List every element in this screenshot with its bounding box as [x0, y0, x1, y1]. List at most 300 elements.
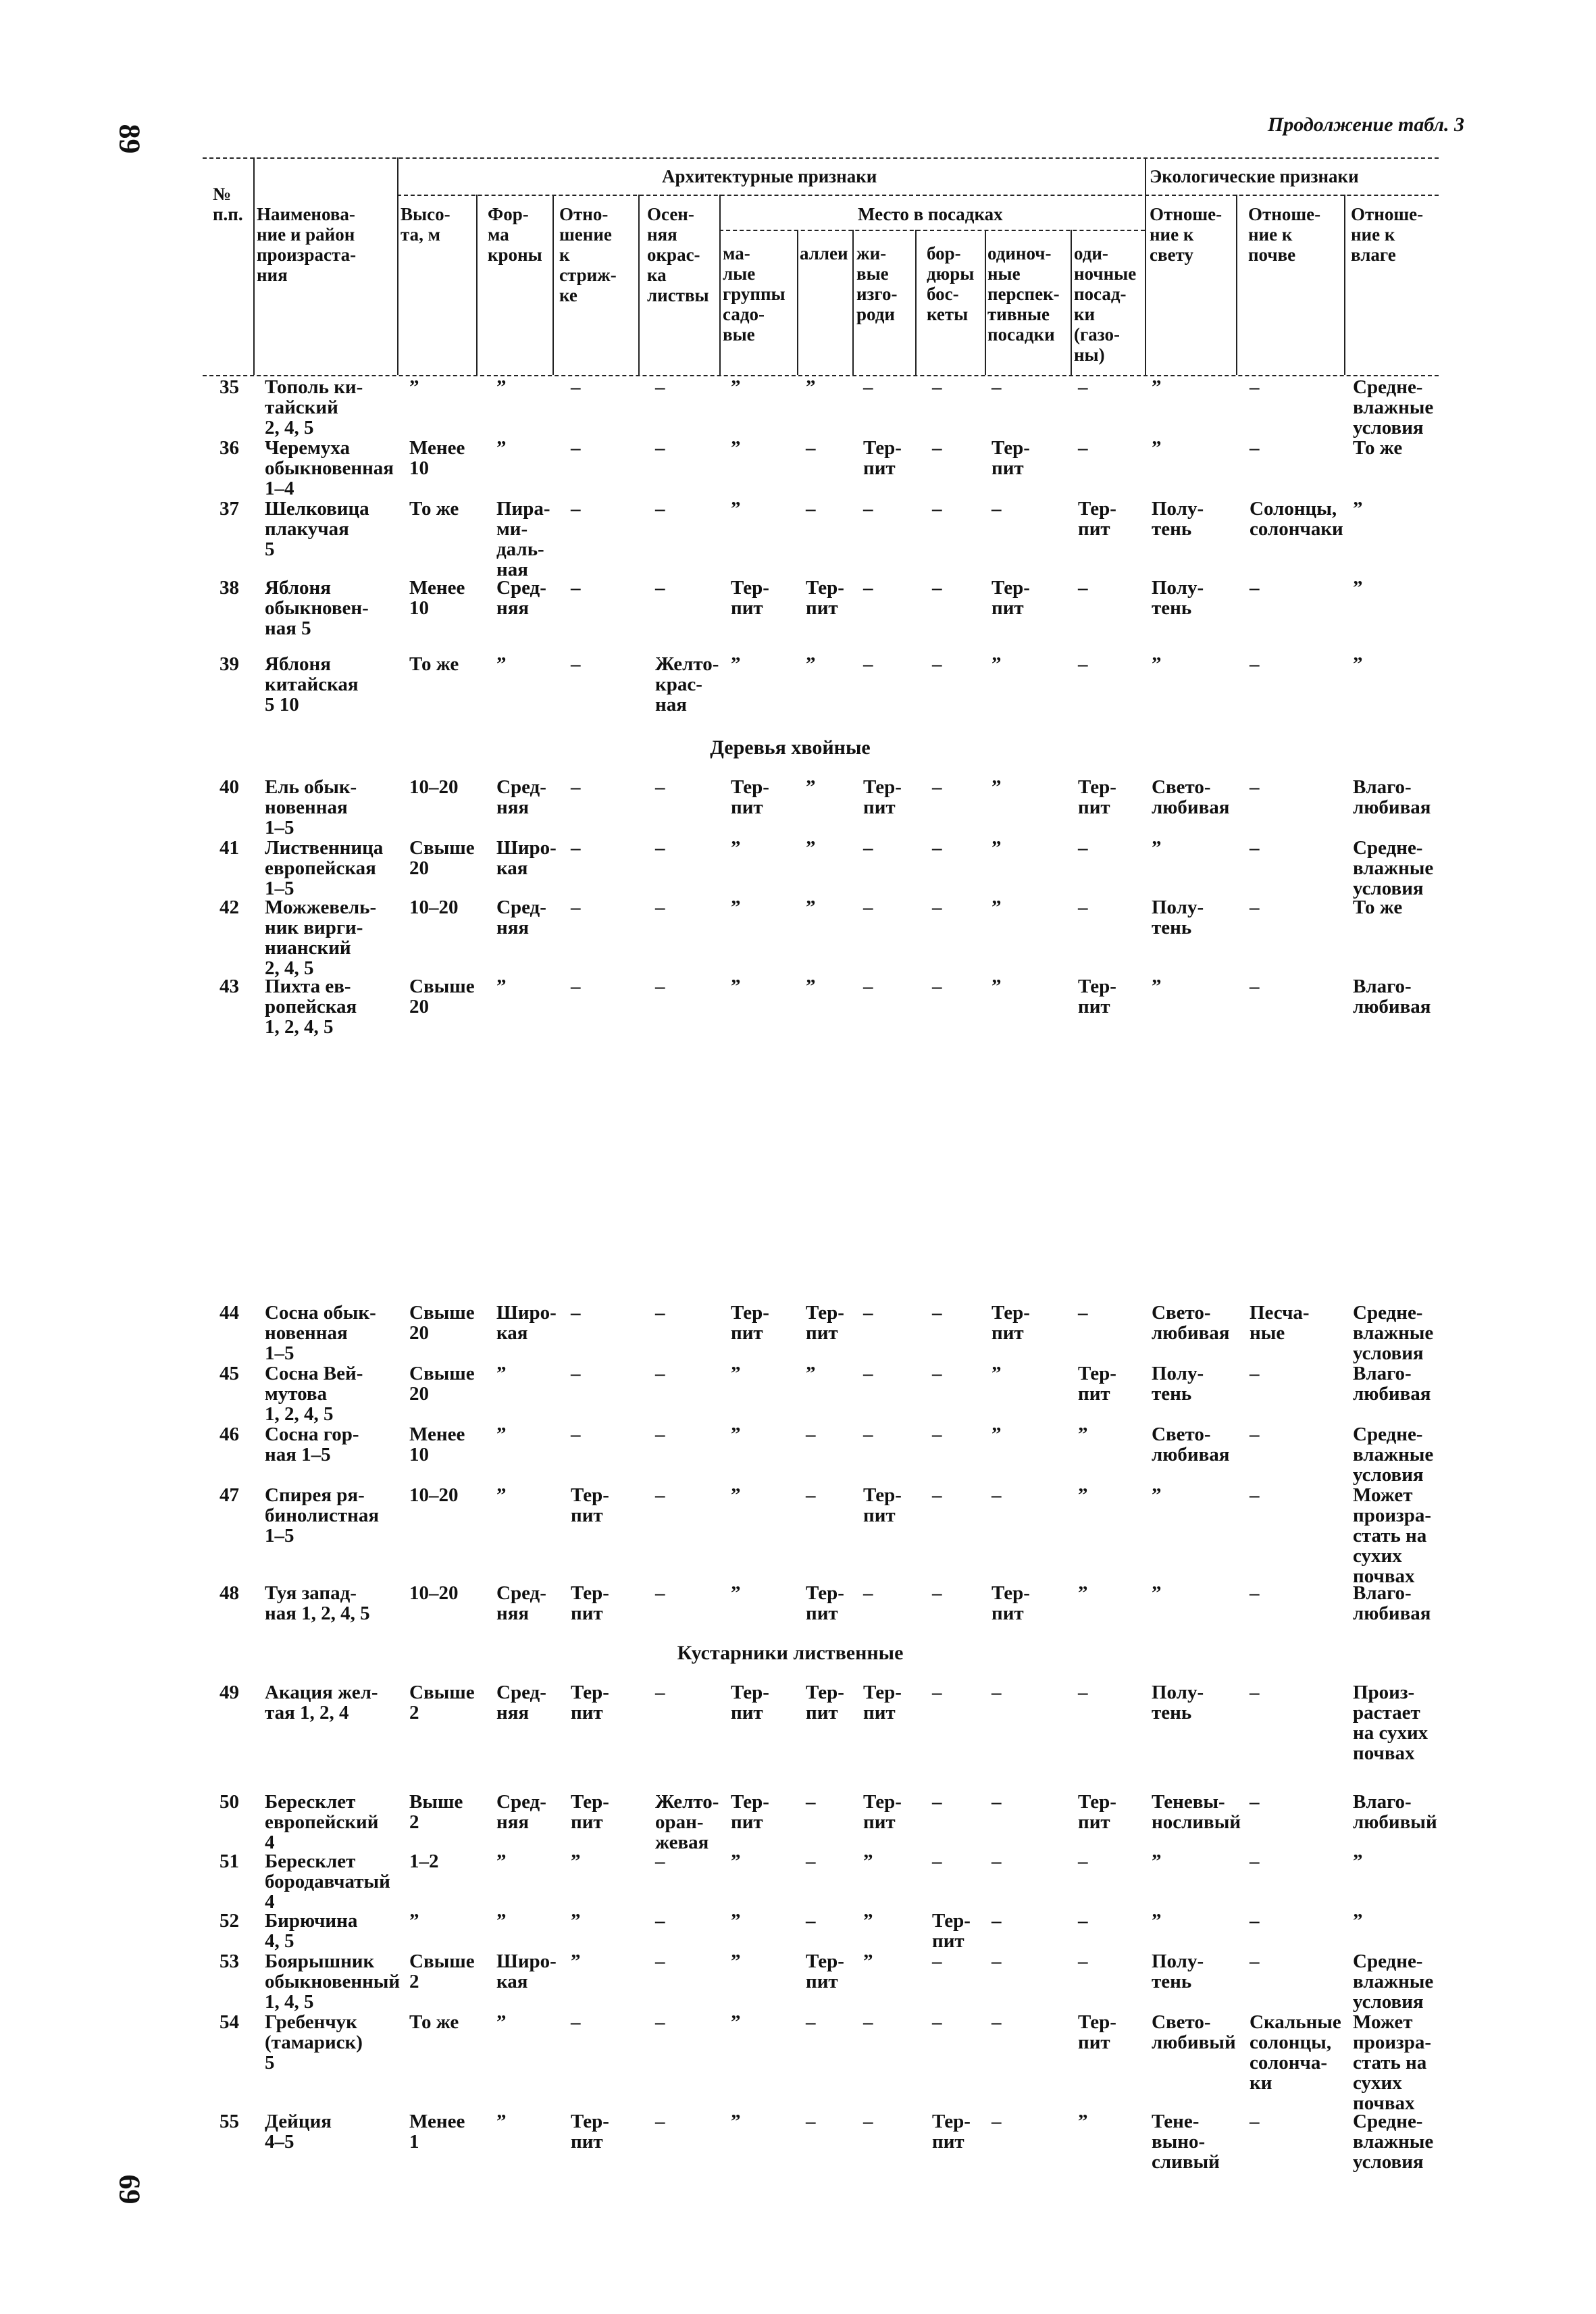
cell-autumn: –: [655, 577, 665, 599]
cell-borders: –: [932, 1302, 942, 1324]
col-rule: [1344, 195, 1345, 375]
cell-small-groups: ”: [731, 376, 741, 398]
cell-moisture: ”: [1353, 498, 1363, 520]
cell-single: –: [1078, 1302, 1088, 1324]
cell-soil: Песча- ные: [1250, 1302, 1310, 1344]
cell-small-groups: ”: [731, 1484, 741, 1506]
cell-moisture: Средне- влажные условия: [1353, 1424, 1434, 1486]
cell-light: ”: [1152, 976, 1162, 997]
cell-soil: –: [1250, 437, 1260, 459]
cell-perspective: –: [992, 498, 1002, 520]
cell-small-groups: ”: [731, 1582, 741, 1604]
cell-soil: –: [1250, 837, 1260, 859]
cell-num: 45: [220, 1363, 239, 1384]
cell-alleys: Тер- пит: [806, 1582, 844, 1624]
header-height: Высо- та, м: [401, 204, 451, 245]
cell-single: Тер- пит: [1078, 2011, 1116, 2053]
cell-light: Полу- тень: [1152, 1951, 1204, 1992]
cell-single: Тер- пит: [1078, 1363, 1116, 1405]
cell-trim: –: [571, 437, 581, 459]
cell-light: Свето- любивая: [1152, 776, 1230, 818]
cell-autumn: –: [655, 498, 665, 520]
cell-alleys: ”: [806, 776, 816, 798]
header-perspective: одиноч- ные перспек- тивные посадки: [987, 243, 1060, 345]
cell-soil: –: [1250, 376, 1260, 398]
cell-small-groups: ”: [731, 498, 741, 520]
cell-borders: –: [932, 1424, 942, 1445]
cell-light: ”: [1152, 653, 1162, 675]
cell-borders: –: [932, 1363, 942, 1384]
cell-single: –: [1078, 1851, 1088, 1872]
cell-small-groups: ”: [731, 1951, 741, 1972]
cell-num: 37: [220, 498, 239, 520]
cell-moisture: ”: [1353, 1851, 1363, 1872]
cell-borders: –: [932, 837, 942, 859]
cell-trim: ”: [571, 1851, 581, 1872]
cell-single: Тер- пит: [1078, 498, 1116, 540]
header-single: оди- ночные посад- ки (газо- ны): [1074, 243, 1137, 365]
cell-moisture: Влаго- любивая: [1353, 1582, 1431, 1624]
header-moisture: Отноше- ние к влаге: [1351, 204, 1424, 265]
cell-moisture: То же: [1353, 437, 1403, 459]
header-autumn: Осен- няя окрас- ка листвы: [647, 204, 709, 305]
cell-name: Тополь ки- тайский 2, 4, 5: [265, 376, 363, 438]
cell-moisture: Влаго- любивая: [1353, 776, 1431, 818]
header-top-rule: [203, 157, 1439, 159]
cell-soil: –: [1250, 1424, 1260, 1445]
cell-trim: ”: [571, 1910, 581, 1932]
cell-light: Полу- тень: [1152, 1363, 1204, 1405]
cell-num: 47: [220, 1484, 239, 1506]
cell-light: ”: [1152, 1582, 1162, 1604]
cell-alleys: ”: [806, 376, 816, 398]
cell-small-groups: ”: [731, 1851, 741, 1872]
cell-borders: –: [932, 1851, 942, 1872]
cell-name: Спирея ря- бинолистная 1–5: [265, 1484, 380, 1546]
cell-height: То же: [409, 2011, 459, 2033]
cell-light: ”: [1152, 437, 1162, 459]
cell-borders: –: [932, 1582, 942, 1604]
cell-perspective: –: [992, 2111, 1002, 2132]
cell-height: ”: [409, 376, 419, 398]
cell-alleys: –: [806, 1910, 816, 1932]
cell-trim: –: [571, 577, 581, 599]
cell-perspective: ”: [992, 897, 1002, 918]
cell-light: ”: [1152, 837, 1162, 859]
cell-height: Менее 10: [409, 437, 465, 479]
col-rule: [253, 157, 255, 375]
cell-light: Свето- любивый: [1152, 2011, 1236, 2053]
header-soil: Отноше- ние к почве: [1248, 204, 1321, 265]
cell-num: 39: [220, 653, 239, 675]
cell-crown: Широ- кая: [496, 1951, 557, 1992]
cell-moisture: Средне- влажные условия: [1353, 1951, 1434, 2013]
cell-small-groups: ”: [731, 1363, 741, 1384]
cell-autumn: –: [655, 1484, 665, 1506]
col-rule: [476, 195, 478, 375]
cell-hedges: –: [863, 837, 873, 859]
header-place: Место в посадках: [858, 204, 1003, 224]
cell-small-groups: Тер- пит: [731, 1791, 769, 1833]
cell-borders: –: [932, 1682, 942, 1703]
cell-perspective: –: [992, 1951, 1002, 1972]
cell-soil: –: [1250, 2111, 1260, 2132]
cell-num: 50: [220, 1791, 239, 1813]
cell-trim: –: [571, 837, 581, 859]
cell-alleys: ”: [806, 837, 816, 859]
cell-crown: Сред- няя: [496, 776, 546, 818]
continuation-caption: Продолжение табл. 3: [1267, 114, 1464, 136]
col-rule: [397, 157, 398, 375]
cell-height: Свыше 20: [409, 837, 475, 879]
cell-borders: –: [932, 1951, 942, 1972]
cell-small-groups: ”: [731, 2111, 741, 2132]
cell-autumn: Желто- крас- ная: [655, 653, 719, 715]
cell-autumn: –: [655, 437, 665, 459]
cell-num: 48: [220, 1582, 239, 1604]
cell-height: То же: [409, 653, 459, 675]
cell-small-groups: ”: [731, 1424, 741, 1445]
cell-crown: Сред- няя: [496, 577, 546, 619]
cell-small-groups: ”: [731, 653, 741, 675]
cell-alleys: –: [806, 1791, 816, 1813]
cell-height: Менее 1: [409, 2111, 465, 2153]
cell-small-groups: ”: [731, 2011, 741, 2033]
cell-autumn: –: [655, 776, 665, 798]
cell-name: Сосна обык- новенная 1–5: [265, 1302, 376, 1364]
cell-moisture: Влаго- любивый: [1353, 1791, 1437, 1833]
cell-alleys: –: [806, 437, 816, 459]
cell-single: ”: [1078, 2111, 1088, 2132]
cell-autumn: –: [655, 1302, 665, 1324]
cell-perspective: –: [992, 1682, 1002, 1703]
cell-height: Свыше 20: [409, 976, 475, 1017]
cell-num: 52: [220, 1910, 239, 1932]
cell-perspective: Тер- пит: [992, 437, 1030, 479]
cell-trim: –: [571, 1302, 581, 1324]
cell-single: –: [1078, 1910, 1088, 1932]
cell-perspective: ”: [992, 653, 1002, 675]
cell-name: Бересклет бородавчатый 4: [265, 1851, 390, 1913]
cell-perspective: Тер- пит: [992, 1582, 1030, 1624]
cell-name: Дейция 4–5: [265, 2111, 332, 2153]
cell-trim: –: [571, 776, 581, 798]
col-rule: [1145, 157, 1146, 375]
section-conifers: Деревья хвойные: [710, 736, 871, 759]
cell-alleys: –: [806, 1484, 816, 1506]
cell-light: Полу- тень: [1152, 897, 1204, 938]
header-crown: Фор- ма кроны: [488, 204, 542, 265]
col-rule: [915, 230, 917, 375]
cell-small-groups: Тер- пит: [731, 776, 769, 818]
cell-hedges: –: [863, 897, 873, 918]
cell-crown: Широ- кая: [496, 837, 557, 879]
cell-light: Тене- выно- сливый: [1152, 2111, 1220, 2173]
cell-moisture: Средне- влажные условия: [1353, 376, 1434, 438]
cell-soil: Солонцы, солончаки: [1250, 498, 1343, 540]
cell-borders: –: [932, 1791, 942, 1813]
cell-name: Бирючина 4, 5: [265, 1910, 358, 1952]
cell-autumn: –: [655, 837, 665, 859]
cell-crown: Пира- ми- даль- ная: [496, 498, 550, 580]
cell-soil: –: [1250, 1951, 1260, 1972]
cell-perspective: –: [992, 1851, 1002, 1872]
header-name: Наименова- ние и район произраста- ния: [257, 204, 357, 285]
cell-num: 35: [220, 376, 239, 398]
cell-perspective: ”: [992, 837, 1002, 859]
cell-borders: Тер- пит: [932, 1910, 971, 1952]
page-number-bottom: 69: [113, 2174, 147, 2205]
cell-soil: –: [1250, 1791, 1260, 1813]
cell-hedges: –: [863, 976, 873, 997]
cell-soil: –: [1250, 976, 1260, 997]
cell-perspective: –: [992, 1484, 1002, 1506]
cell-small-groups: ”: [731, 437, 741, 459]
cell-num: 43: [220, 976, 239, 997]
cell-single: –: [1078, 376, 1088, 398]
cell-perspective: ”: [992, 976, 1002, 997]
cell-hedges: –: [863, 1302, 873, 1324]
cell-crown: Широ- кая: [496, 1302, 557, 1344]
cell-num: 42: [220, 897, 239, 918]
cell-trim: –: [571, 1363, 581, 1384]
cell-soil: –: [1250, 1363, 1260, 1384]
cell-single: –: [1078, 1682, 1088, 1703]
cell-num: 49: [220, 1682, 239, 1703]
cell-num: 36: [220, 437, 239, 459]
col-rule: [985, 230, 986, 375]
cell-alleys: –: [806, 2111, 816, 2132]
cell-single: –: [1078, 653, 1088, 675]
cell-crown: ”: [496, 1910, 507, 1932]
cell-height: Свыше 20: [409, 1363, 475, 1405]
cell-hedges: Тер- пит: [863, 776, 902, 818]
cell-height: 1–2: [409, 1851, 439, 1872]
cell-single: –: [1078, 577, 1088, 599]
place-rule: [719, 230, 1145, 231]
cell-crown: ”: [496, 1484, 507, 1506]
cell-trim: –: [571, 976, 581, 997]
header-eco: Экологические признаки: [1150, 166, 1359, 186]
cell-num: 55: [220, 2111, 239, 2132]
cell-moisture: Может произра- стать на сухих почвах: [1353, 2011, 1431, 2114]
cell-height: Свыше 20: [409, 1302, 475, 1344]
cell-borders: –: [932, 1484, 942, 1506]
cell-hedges: –: [863, 577, 873, 599]
cell-perspective: ”: [992, 776, 1002, 798]
cell-hedges: ”: [863, 1910, 873, 1932]
cell-borders: –: [932, 437, 942, 459]
cell-trim: Тер- пит: [571, 1791, 609, 1833]
col-rule: [852, 230, 854, 375]
cell-alleys: –: [806, 1424, 816, 1445]
cell-small-groups: ”: [731, 1910, 741, 1932]
cell-autumn: –: [655, 1424, 665, 1445]
cell-name: Акация жел- тая 1, 2, 4: [265, 1682, 378, 1724]
cell-small-groups: Тер- пит: [731, 1682, 769, 1724]
cell-name: Ель обык- новенная 1–5: [265, 776, 357, 838]
cell-borders: –: [932, 653, 942, 675]
cell-light: ”: [1152, 1484, 1162, 1506]
cell-soil: –: [1250, 1582, 1260, 1604]
cell-soil: Скальные солонцы, солонча- ки: [1250, 2011, 1341, 2094]
cell-crown: Сред- няя: [496, 897, 546, 938]
cell-hedges: –: [863, 1363, 873, 1384]
header-small-groups: ма- лые группы садо- вые: [723, 243, 786, 345]
cell-hedges: –: [863, 2111, 873, 2132]
cell-num: 38: [220, 577, 239, 599]
cell-perspective: Тер- пит: [992, 1302, 1030, 1344]
cell-light: ”: [1152, 1910, 1162, 1932]
cell-single: ”: [1078, 1484, 1088, 1506]
cell-crown: ”: [496, 976, 507, 997]
cell-alleys: ”: [806, 897, 816, 918]
cell-single: –: [1078, 897, 1088, 918]
cell-single: Тер- пит: [1078, 776, 1116, 818]
cell-small-groups: ”: [731, 837, 741, 859]
cell-perspective: ”: [992, 1363, 1002, 1384]
cell-autumn: –: [655, 1682, 665, 1703]
cell-name: Сосна Вей- мутова 1, 2, 4, 5: [265, 1363, 363, 1425]
cell-num: 44: [220, 1302, 239, 1324]
cell-small-groups: ”: [731, 976, 741, 997]
cell-autumn: –: [655, 2111, 665, 2132]
cell-moisture: Средне- влажные условия: [1353, 837, 1434, 899]
cell-height: Свыше 2: [409, 1682, 475, 1724]
cell-hedges: –: [863, 498, 873, 520]
cell-alleys: ”: [806, 1363, 816, 1384]
cell-hedges: ”: [863, 1851, 873, 1872]
cell-autumn: –: [655, 1851, 665, 1872]
cell-perspective: Тер- пит: [992, 577, 1030, 619]
cell-trim: –: [571, 1424, 581, 1445]
cell-trim: –: [571, 498, 581, 520]
cell-soil: –: [1250, 897, 1260, 918]
cell-alleys: –: [806, 1851, 816, 1872]
cell-num: 51: [220, 1851, 239, 1872]
page-number-top: 89: [113, 124, 147, 154]
col-rule: [1071, 230, 1072, 375]
cell-crown: ”: [496, 437, 507, 459]
cell-autumn: –: [655, 1910, 665, 1932]
cell-autumn: –: [655, 376, 665, 398]
cell-borders: –: [932, 2011, 942, 2033]
cell-moisture: Средне- влажные условия: [1353, 2111, 1434, 2173]
cell-moisture: Может произра- стать на сухих почвах: [1353, 1484, 1431, 1587]
cell-trim: Тер- пит: [571, 1682, 609, 1724]
cell-autumn: –: [655, 1951, 665, 1972]
cell-alleys: ”: [806, 976, 816, 997]
header-light: Отноше- ние к свету: [1150, 204, 1222, 265]
cell-name: Яблоня китайская 5 10: [265, 653, 359, 715]
col-rule: [552, 195, 554, 375]
cell-crown: ”: [496, 1424, 507, 1445]
header-trim: Отно- шение к стриж- ке: [559, 204, 617, 305]
cell-borders: –: [932, 577, 942, 599]
cell-height: Менее 10: [409, 577, 465, 619]
cell-borders: Тер- пит: [932, 2111, 971, 2153]
cell-trim: Тер- пит: [571, 1582, 609, 1624]
cell-hedges: Тер- пит: [863, 1484, 902, 1526]
cell-soil: –: [1250, 1484, 1260, 1506]
cell-hedges: –: [863, 1424, 873, 1445]
cell-borders: –: [932, 376, 942, 398]
cell-height: Выше 2: [409, 1791, 463, 1833]
cell-name: Можжевель- ник вирги- нианский 2, 4, 5: [265, 897, 377, 979]
cell-light: Теневы- носливый: [1152, 1791, 1241, 1833]
cell-moisture: Влаго- любивая: [1353, 1363, 1431, 1405]
cell-soil: –: [1250, 1851, 1260, 1872]
cell-height: 10–20: [409, 1582, 459, 1604]
cell-alleys: –: [806, 498, 816, 520]
header-arch: Архитектурные признаки: [662, 166, 877, 186]
cell-num: 40: [220, 776, 239, 798]
cell-soil: –: [1250, 1910, 1260, 1932]
cell-autumn: –: [655, 1363, 665, 1384]
cell-hedges: –: [863, 2011, 873, 2033]
cell-single: Тер- пит: [1078, 1791, 1116, 1833]
cell-height: 10–20: [409, 897, 459, 918]
cell-autumn: –: [655, 2011, 665, 2033]
cell-moisture: То же: [1353, 897, 1403, 918]
cell-trim: –: [571, 897, 581, 918]
cell-moisture: ”: [1353, 577, 1363, 599]
cell-perspective: –: [992, 1791, 1002, 1813]
col-rule: [797, 230, 798, 375]
cell-hedges: –: [863, 1582, 873, 1604]
cell-moisture: Влаго- любивая: [1353, 976, 1431, 1017]
cell-autumn: Желто- оран- жевая: [655, 1791, 719, 1853]
cell-crown: ”: [496, 653, 507, 675]
cell-small-groups: Тер- пит: [731, 1302, 769, 1344]
cell-perspective: –: [992, 1910, 1002, 1932]
cell-alleys: Тер- пит: [806, 577, 844, 619]
cell-autumn: –: [655, 976, 665, 997]
cell-alleys: ”: [806, 653, 816, 675]
cell-trim: ”: [571, 1951, 581, 1972]
cell-crown: ”: [496, 376, 507, 398]
cell-trim: Тер- пит: [571, 1484, 609, 1526]
cell-soil: –: [1250, 776, 1260, 798]
cell-single: ”: [1078, 1582, 1088, 1604]
header-borders: бор- дюры бос- кеты: [927, 243, 975, 324]
cell-crown: ”: [496, 2111, 507, 2132]
cell-name: Пихта ев- ропейская 1, 2, 4, 5: [265, 976, 357, 1038]
col-rule: [1236, 195, 1237, 375]
cell-borders: –: [932, 776, 942, 798]
cell-single: ”: [1078, 1424, 1088, 1445]
cell-single: –: [1078, 837, 1088, 859]
cell-perspective: –: [992, 376, 1002, 398]
cell-crown: ”: [496, 1363, 507, 1384]
cell-borders: –: [932, 897, 942, 918]
cell-num: 41: [220, 837, 239, 859]
cell-name: Боярышник обыкновенный 1, 4, 5: [265, 1951, 401, 2013]
cell-moisture: Произ- растает на сухих почвах: [1353, 1682, 1428, 1764]
cell-height: 10–20: [409, 1484, 459, 1506]
cell-height: То же: [409, 498, 459, 520]
cell-light: Свето- любивая: [1152, 1302, 1230, 1344]
cell-crown: ”: [496, 2011, 507, 2033]
cell-crown: ”: [496, 1851, 507, 1872]
cell-trim: Тер- пит: [571, 2111, 609, 2153]
cell-name: Шелковица плакучая 5: [265, 498, 369, 560]
cell-alleys: Тер- пит: [806, 1682, 844, 1724]
cell-name: Сосна гор- ная 1–5: [265, 1424, 359, 1465]
cell-soil: –: [1250, 1682, 1260, 1703]
cell-name: Лиственница европейская 1–5: [265, 837, 384, 899]
cell-hedges: –: [863, 653, 873, 675]
